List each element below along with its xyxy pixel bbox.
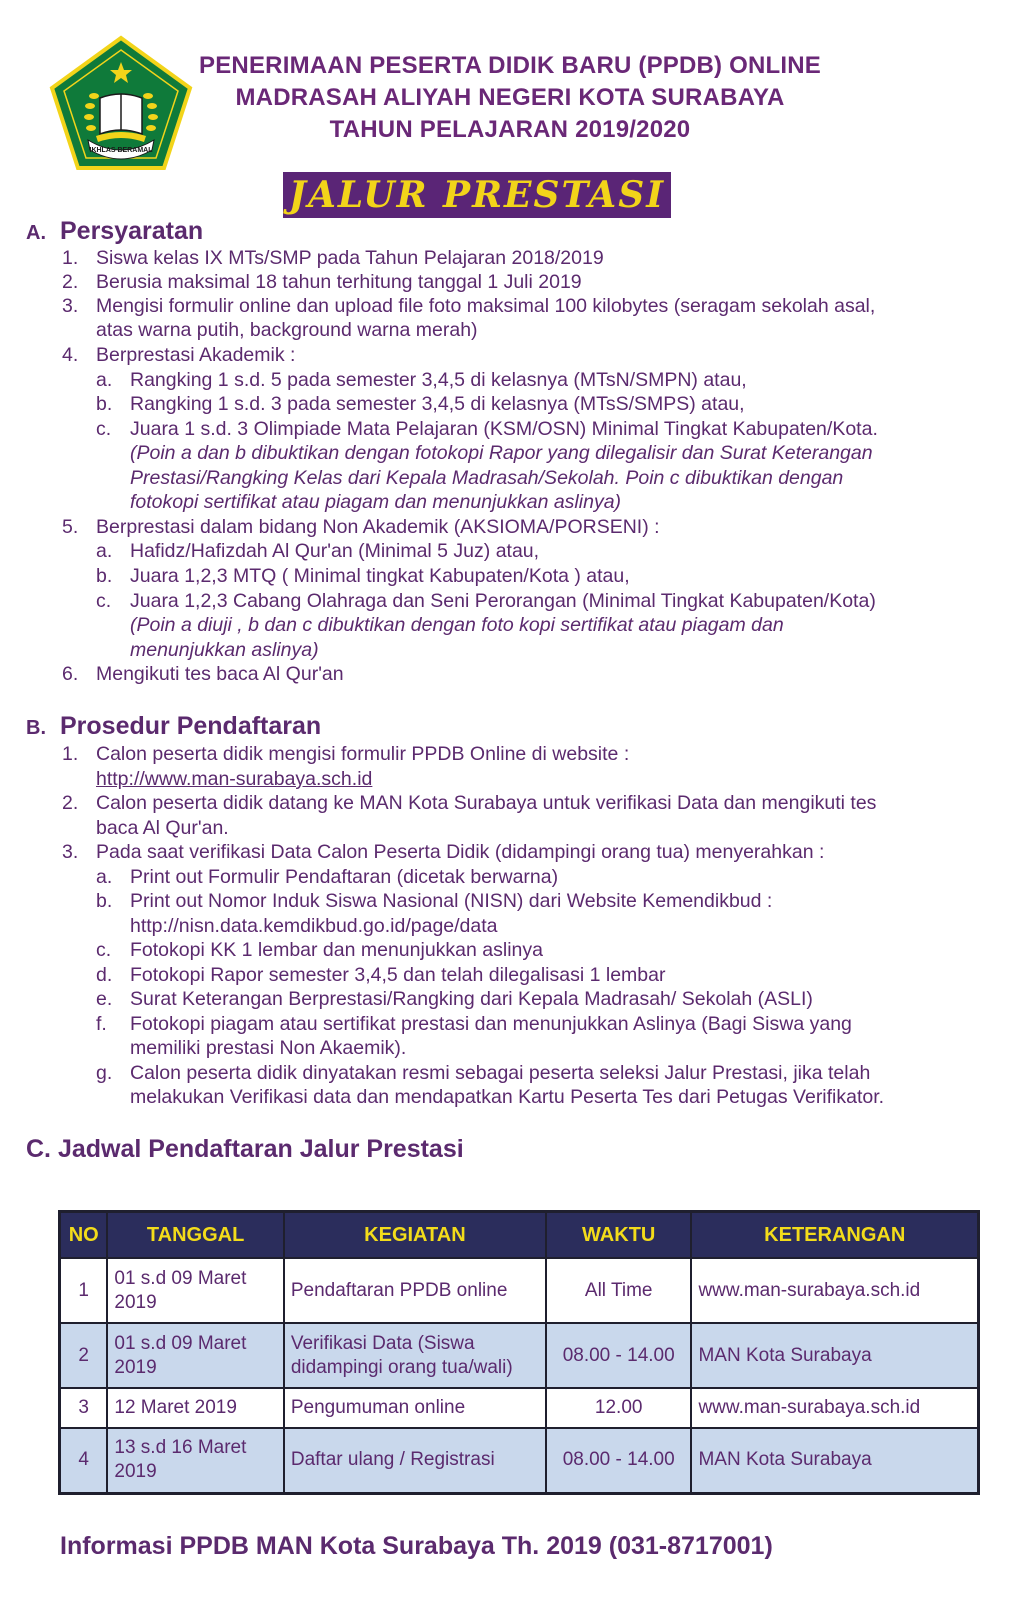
sublist-letter: f. — [96, 1013, 107, 1035]
list-item: Mengisi formulir online dan upload file foto maksimal 100 kilobytes (seragam sekolah asal, — [96, 295, 876, 317]
sublist-letter: g. — [96, 1062, 113, 1084]
sublist-letter: c. — [96, 939, 112, 961]
cell-tanggal: 13 s.d 16 Maret 2019 — [107, 1428, 283, 1493]
sublist-item: Juara 1,2,3 MTQ ( Minimal tingkat Kabupaten/Kota ) atau, — [130, 565, 630, 587]
sublist-letter: e. — [96, 988, 113, 1010]
footer-info: Informasi PPDB MAN Kota Surabaya Th. 2019 (031-8717001) — [60, 1532, 773, 1560]
table-header-row — [60, 1212, 979, 1259]
col-header-tanggal: TANGGAL — [107, 1212, 283, 1259]
cell-tanggal: 12 Maret 2019 — [107, 1388, 283, 1428]
cell-keterangan: www.man-surabaya.sch.id — [691, 1388, 978, 1428]
sublist-letter: c. — [96, 590, 112, 612]
sublist-letter: a. — [96, 540, 113, 562]
note-text: (Poin a diuji , b dan c dibuktikan dengan foto kopi sertifikat atau piagam dan — [130, 614, 784, 636]
col-header-keterangan: KETERANGAN — [691, 1212, 978, 1259]
sublist-item: Hafidz/Hafizdah Al Qur'an (Minimal 5 Juz) atau, — [130, 540, 540, 562]
list-item: Calon peserta didik datang ke MAN Kota Surabaya untuk verifikasi Data dan mengikuti tes — [96, 792, 877, 814]
list-item: Berusia maksimal 18 tahun terhitung tanggal 1 Juli 2019 — [96, 271, 582, 293]
section-c-heading: C. Jadwal Pendaftaran Jalur Prestasi — [26, 1135, 464, 1163]
list-number: 2. — [62, 271, 79, 293]
section-a-title: Persyaratan — [60, 217, 204, 245]
sublist-item: Rangking 1 s.d. 3 pada semester 3,4,5 di kelasnya (MTsS/SMPS) atau, — [130, 393, 745, 415]
sublist-item-continued: memiliki prestasi Non Akaemik). — [130, 1037, 407, 1059]
section-b-title: Prosedur Pendaftaran — [60, 712, 322, 740]
section-a-letter: A. — [26, 222, 46, 244]
list-number: 5. — [62, 516, 79, 538]
list-item-continued: atas warna putih, background warna merah) — [96, 319, 478, 341]
sublist-item: Print out Nomor Induk Siswa Nasional (NISN) dari Website Kemendikbud : — [130, 890, 773, 912]
sublist-item: Rangking 1 s.d. 5 pada semester 3,4,5 di kelasnya (MTsN/SMPN) atau, — [130, 369, 747, 391]
col-header-no: NO — [60, 1212, 108, 1259]
sublist-letter: b. — [96, 565, 113, 587]
header-line-3: TAHUN PELAJARAN 2019/2020 — [329, 116, 691, 143]
website-link[interactable]: http://www.man-surabaya.sch.id — [96, 768, 373, 790]
cell-keterangan: www.man-surabaya.sch.id — [691, 1258, 978, 1323]
logo-motto: IKHLAS BERAMAL — [89, 147, 153, 154]
sublist-item: Print out Formulir Pendaftaran (dicetak berwarna) — [130, 866, 559, 888]
cell-no: 3 — [60, 1388, 108, 1428]
header-line-1: PENERIMAAN PESERTA DIDIK BARU (PPDB) ONLINE — [199, 52, 821, 79]
sublist-item: Surat Keterangan Berprestasi/Rangking dari Kepala Madrasah/ Sekolah (ASLI) — [130, 988, 813, 1010]
sublist-item: Fotokopi Rapor semester 3,4,5 dan telah dilegalisasi 1 lembar — [130, 964, 666, 986]
jalur-prestasi-banner — [283, 172, 671, 218]
list-item: Siswa kelas IX MTs/SMP pada Tahun Pelajaran 2018/2019 — [96, 247, 604, 269]
list-item: Calon peserta didik mengisi formulir PPDB Online di website : — [96, 743, 630, 765]
cell-tanggal: 01 s.d 09 Maret 2019 — [107, 1323, 283, 1388]
kemenag-logo — [48, 34, 194, 174]
section-b-letter: B. — [26, 717, 46, 739]
cell-kegiatan: Daftar ulang / Registrasi — [284, 1428, 546, 1493]
cell-no: 2 — [60, 1323, 108, 1388]
cell-keterangan: MAN Kota Surabaya — [691, 1323, 978, 1388]
sublist-letter: c. — [96, 418, 112, 440]
cell-waktu: 08.00 - 14.00 — [546, 1428, 692, 1493]
banner-text: JALUR PRESTASI — [288, 174, 666, 216]
sublist-letter: a. — [96, 866, 113, 888]
list-item: Berprestasi Akademik : — [96, 344, 296, 366]
table-row — [60, 1428, 979, 1493]
website-link-line — [96, 767, 372, 791]
sublist-letter: d. — [96, 964, 113, 986]
list-item-continued: baca Al Qur'an. — [96, 817, 229, 839]
cell-no: 4 — [60, 1428, 108, 1493]
schedule-table — [58, 1210, 980, 1495]
list-number: 1. — [62, 247, 79, 269]
list-number: 3. — [62, 841, 79, 863]
sublist-item-continued: melakukan Verifikasi data dan mendapatkan Kartu Peserta Tes dari Petugas Verifikator. — [130, 1086, 885, 1108]
header-line-2: MADRASAH ALIYAH NEGERI KOTA SURABAYA — [235, 84, 785, 111]
cell-keterangan: MAN Kota Surabaya — [691, 1428, 978, 1493]
sublist-item: Juara 1 s.d. 3 Olimpiade Mata Pelajaran (KSM/OSN) Minimal Tingkat Kabupaten/Kota. — [130, 418, 878, 440]
note-text: fotokopi sertifikat atau piagam dan menunjukkan aslinya) — [130, 491, 622, 513]
sublist-item: Juara 1,2,3 Cabang Olahraga dan Seni Perorangan (Minimal Tingkat Kabupaten/Kota) — [130, 590, 876, 612]
list-number: 2. — [62, 792, 79, 814]
list-item: Pada saat verifikasi Data Calon Peserta Didik (didampingi orang tua) menyerahkan : — [96, 841, 825, 863]
list-item: Berprestasi dalam bidang Non Akademik (AKSIOMA/PORSENI) : — [96, 516, 660, 538]
sublist-letter: b. — [96, 393, 113, 415]
sublist-item-continued: http://nisn.data.kemdikbud.go.id/page/data — [130, 915, 498, 937]
note-text: Prestasi/Rangking Kelas dari Kepala Madrasah/Sekolah. Poin c dibuktikan dengan — [130, 467, 844, 489]
list-item: Mengikuti tes baca Al Qur'an — [96, 663, 344, 685]
cell-kegiatan: Verifikasi Data (Siswa didampingi orang tua/wali) — [284, 1323, 546, 1388]
col-header-waktu: WAKTU — [546, 1212, 692, 1259]
sublist-letter: a. — [96, 369, 113, 391]
cell-waktu: 08.00 - 14.00 — [546, 1323, 692, 1388]
list-number: 1. — [62, 743, 79, 765]
table-row — [60, 1388, 979, 1428]
table-row — [60, 1323, 979, 1388]
sublist-item: Fotokopi KK 1 lembar dan menunjukkan aslinya — [130, 939, 543, 961]
col-header-kegiatan: KEGIATAN — [284, 1212, 546, 1259]
cell-waktu: All Time — [546, 1258, 692, 1323]
list-number: 6. — [62, 663, 79, 685]
note-text: (Poin a dan b dibuktikan dengan fotokopi Rapor yang dilegalisir dan Surat Keterangan — [130, 442, 873, 464]
cell-no: 1 — [60, 1258, 108, 1323]
list-number: 4. — [62, 344, 79, 366]
table-row — [60, 1258, 979, 1323]
cell-tanggal: 01 s.d 09 Maret 2019 — [107, 1258, 283, 1323]
cell-kegiatan: Pengumuman online — [284, 1388, 546, 1428]
note-text: menunjukkan aslinya) — [130, 639, 319, 661]
cell-waktu: 12.00 — [546, 1388, 692, 1428]
sublist-item: Calon peserta didik dinyatakan resmi sebagai peserta seleksi Jalur Prestasi, jika telah — [130, 1062, 871, 1084]
cell-kegiatan: Pendaftaran PPDB online — [284, 1258, 546, 1323]
list-number: 3. — [62, 295, 79, 317]
section-b-heading — [26, 712, 321, 741]
sublist-item: Fotokopi piagam atau sertifikat prestasi dan menunjukkan Aslinya (Bagi Siswa yang — [130, 1013, 852, 1035]
sublist-letter: b. — [96, 890, 113, 912]
section-a-heading — [26, 217, 203, 246]
